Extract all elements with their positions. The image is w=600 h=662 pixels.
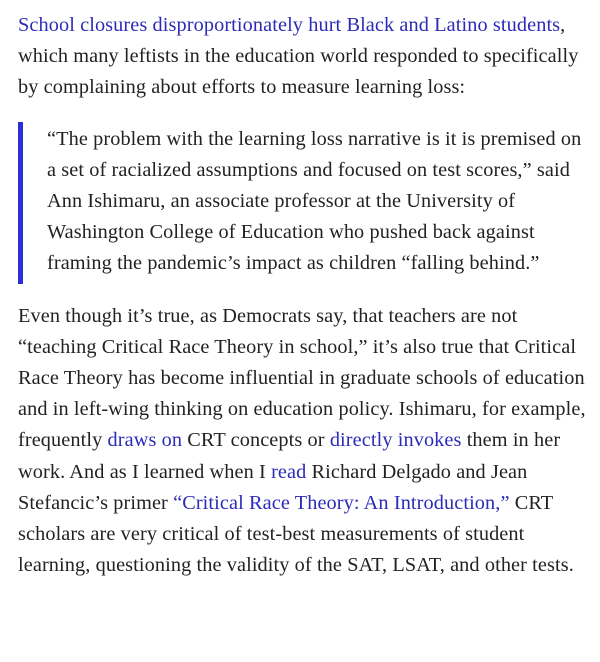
paragraph-2-text-3: them in her work. And as I learned when I (18, 429, 561, 483)
link-read[interactable]: read (271, 460, 307, 483)
paragraph-school-closures (18, 10, 588, 104)
link-directly-invokes[interactable]: directly invokes (329, 429, 462, 452)
paragraph-2-text-1: Even though it’s true, as Democrats say, that teachers are not “teaching Critical Race Theory in school,” it’s also true that Critical Race Theory has become influential in graduate schools of education and in left-wing thinking on education policy. Ishimaru, for example, frequently (18, 304, 586, 452)
paragraph-2-text-4: Richard Delgado and Jean Stefancic’s primer (18, 460, 528, 514)
paragraph-2-text-2: CRT concepts or (182, 429, 330, 452)
link-school-closures[interactable]: School closures disproportionately hurt Black and Latino students (18, 14, 561, 36)
article-body (18, 10, 588, 581)
link-draws-on[interactable]: draws on (107, 429, 183, 452)
paragraph-crt (18, 301, 588, 582)
quote-block (18, 122, 588, 284)
paragraph-2-text-5: CRT scholars are very critical of test-best measurements of student learning, questioning the validity of the SAT, LSAT, and other tests. (18, 491, 574, 577)
paragraph-1-text: , which many leftists in the education world responded to specifically by complaining about efforts to measure learning loss: (18, 14, 579, 99)
link-crt-book[interactable]: “Critical Race Theory: An Introduction,” (173, 491, 510, 514)
quote-text: “The problem with the learning loss narrative is it is premised on a set of racialized assumptions and focused on test scores,” said Ann Ishimaru, an associate professor at the University of Washington College of Education who pushed back against framing the pandemic’s impact as children “falling behind.” (47, 127, 582, 275)
